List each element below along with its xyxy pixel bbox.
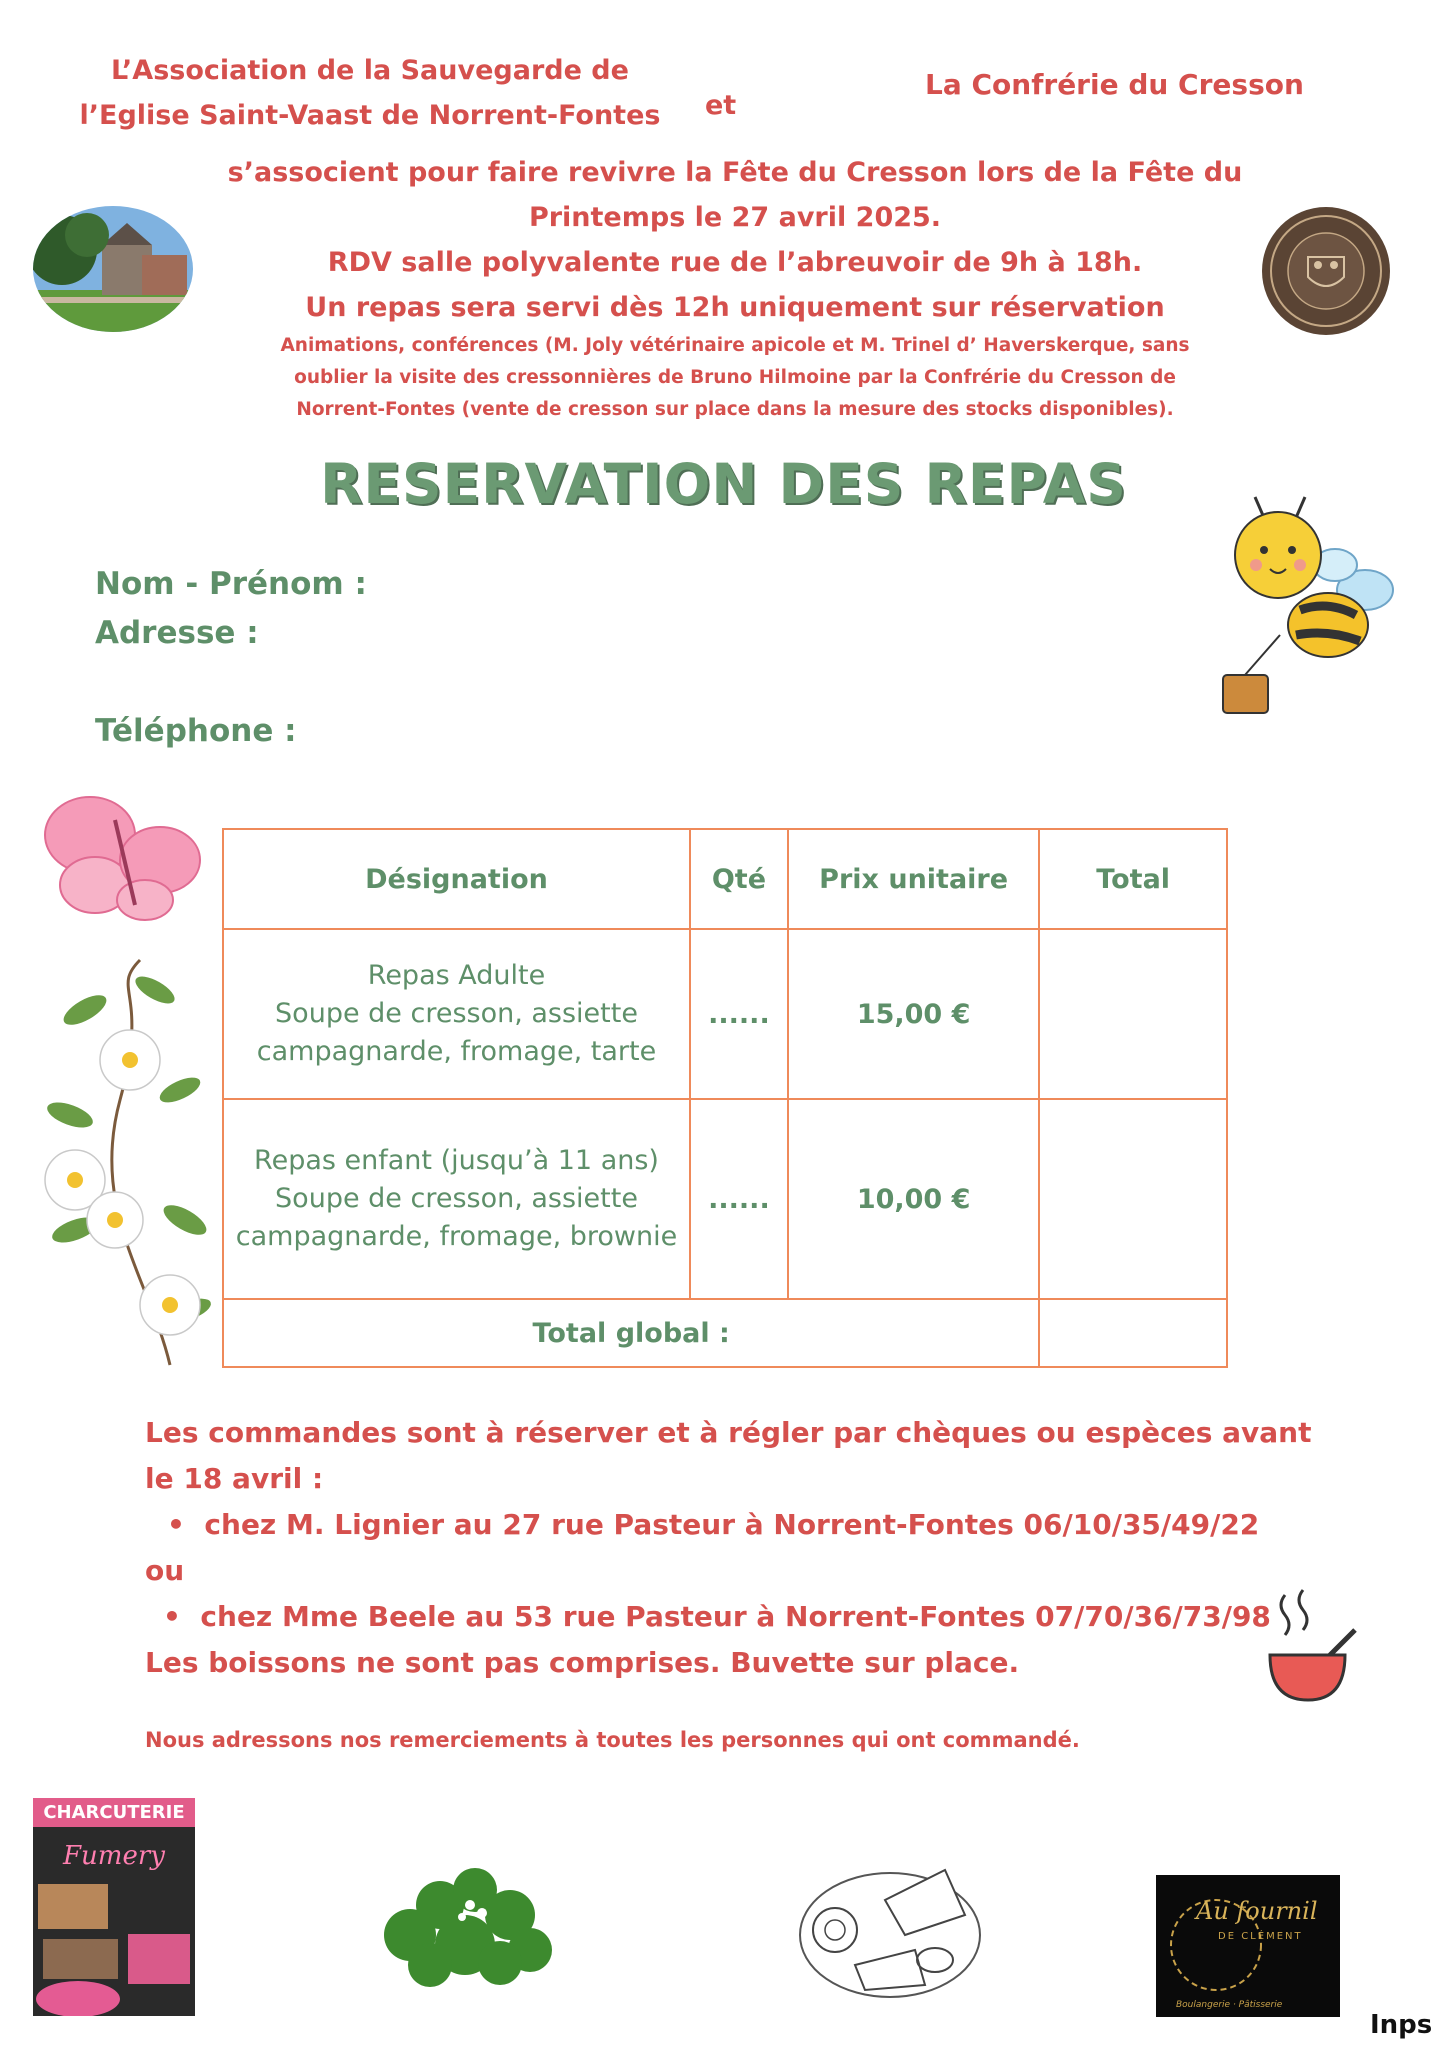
table-row (223, 929, 1227, 1099)
adult-meal-line3: campagnarde, fromage, tarte (256, 1036, 657, 1067)
orders-or: ou (145, 1554, 185, 1587)
adult-meal-line2: Soupe de cresson, assiette (275, 998, 638, 1029)
child-meal-line2: Soupe de cresson, assiette (275, 1183, 638, 1214)
organizer-left (60, 48, 680, 138)
orders-bullet1: • chez M. Lignier au 27 rue Pasteur à Norrent-Fontes 06/10/35/49/22 (167, 1508, 1260, 1541)
adult-meal-quantity[interactable]: ...... (690, 929, 788, 1099)
butterfly-illustration (40, 790, 210, 925)
intro-line3: RDV salle polyvalente rue de l’abreuvoir de 9h à 18h. (327, 247, 1143, 278)
orders-drinks: Les boissons ne sont pas comprises. Buvette sur place. (145, 1646, 1020, 1679)
orders-line1: Les commandes sont à réserver et à régler par chèques ou espèces avant (145, 1416, 1312, 1449)
child-meal-price: 10,00 € (788, 1099, 1040, 1299)
child-meal-quantity[interactable]: ...... (690, 1099, 788, 1299)
fournil-subtitle: DE CLÉMENT (1218, 1931, 1303, 1942)
phone-field-label: Téléphone : (95, 713, 297, 749)
au-fournil-logo (1156, 1875, 1340, 2017)
child-meal-description (223, 1099, 690, 1299)
intro-small2: oublier la visite des cressonnières de Bruno Hilmoine par la Confrérie du Cresson de (294, 367, 1176, 388)
organizer-left-line1: L’Association de la Sauvegarde de (111, 55, 629, 86)
bee-illustration (1220, 495, 1395, 720)
intro-line4: Un repas sera servi dès 12h uniquement sur réservation (305, 292, 1165, 323)
charcuterie-name: Fumery (63, 1841, 165, 1871)
grand-total-value[interactable] (1039, 1299, 1227, 1367)
intro-text (200, 150, 1270, 330)
child-meal-total[interactable] (1039, 1099, 1227, 1299)
soup-bowl-icon (1265, 1585, 1360, 1710)
intro-details (220, 330, 1250, 426)
adult-meal-description (223, 929, 690, 1099)
orders-bullet2-text: chez Mme Beele au 53 rue Pasteur à Norrent-Fontes 07/70/36/73/98 (200, 1600, 1271, 1633)
watercress-illustration (370, 1845, 560, 1995)
order-table (222, 828, 1228, 1368)
charcuterie-title: CHARCUTERIE (33, 1798, 195, 1827)
fournil-name: Au fournil (1196, 1897, 1318, 1925)
footer-mark: Inps (1370, 2010, 1433, 2040)
child-meal-line3: campagnarde, fromage, brownie (235, 1221, 678, 1252)
adult-meal-price: 15,00 € (788, 929, 1040, 1099)
table-header-row (223, 829, 1227, 929)
charcuterie-fumery-logo (33, 1798, 195, 2016)
adult-meal-title: Repas Adulte (367, 960, 546, 991)
charcuterie-photo (33, 1879, 195, 2016)
intro-small3: Norrent-Fontes (vente de cresson sur place dans la mesure des stocks disponibles). (296, 399, 1174, 420)
grand-total-row (223, 1299, 1227, 1367)
header-unit-price: Prix unitaire (788, 829, 1040, 929)
grand-total-label: Total global : (223, 1299, 1039, 1367)
organizer-right: La Confrérie du Cresson (925, 68, 1304, 101)
orders-bullet2: • chez Mme Beele au 53 rue Pasteur à Norrent-Fontes 07/70/36/73/98 (163, 1600, 1271, 1633)
organizer-left-line2: l’Eglise Saint-Vaast de Norrent-Fontes (79, 100, 661, 131)
intro-small1: Animations, conférences (M. Joly vétérinaire apicole et M. Trinel d’ Haverskerque, sans (280, 335, 1190, 356)
fournil-tagline: Boulangerie · Pâtisserie (1176, 2000, 1283, 2010)
intro-line1: s’associent pour faire revivre la Fête du Cresson lors de la Fête du (227, 157, 1243, 188)
address-field-label: Adresse : (95, 615, 259, 651)
church-photo (32, 205, 194, 333)
header-total: Total (1039, 829, 1227, 929)
ordering-instructions (145, 1410, 1345, 1686)
orders-line2: le 18 avril : (145, 1462, 324, 1495)
child-meal-title: Repas enfant (jusqu’à 11 ans) (254, 1145, 659, 1176)
table-row (223, 1099, 1227, 1299)
page-title: RESERVATION DES REPAS (320, 452, 1127, 516)
thanks-message: Nous adressons nos remerciements à toutes les personnes qui ont commandé. (145, 1728, 1080, 1752)
flower-branch-illustration (30, 950, 215, 1370)
intro-line2: Printemps le 27 avril 2025. (528, 202, 942, 233)
confrerie-seal (1260, 205, 1392, 337)
adult-meal-total[interactable] (1039, 929, 1227, 1099)
header-quantity: Qté (690, 829, 788, 929)
name-field-label: Nom - Prénom : (95, 566, 367, 602)
header-designation: Désignation (223, 829, 690, 929)
cheese-platter-illustration (795, 1860, 985, 2000)
and-connector: et (705, 90, 737, 121)
orders-bullet1-text: chez M. Lignier au 27 rue Pasteur à Norrent-Fontes 06/10/35/49/22 (204, 1508, 1260, 1541)
